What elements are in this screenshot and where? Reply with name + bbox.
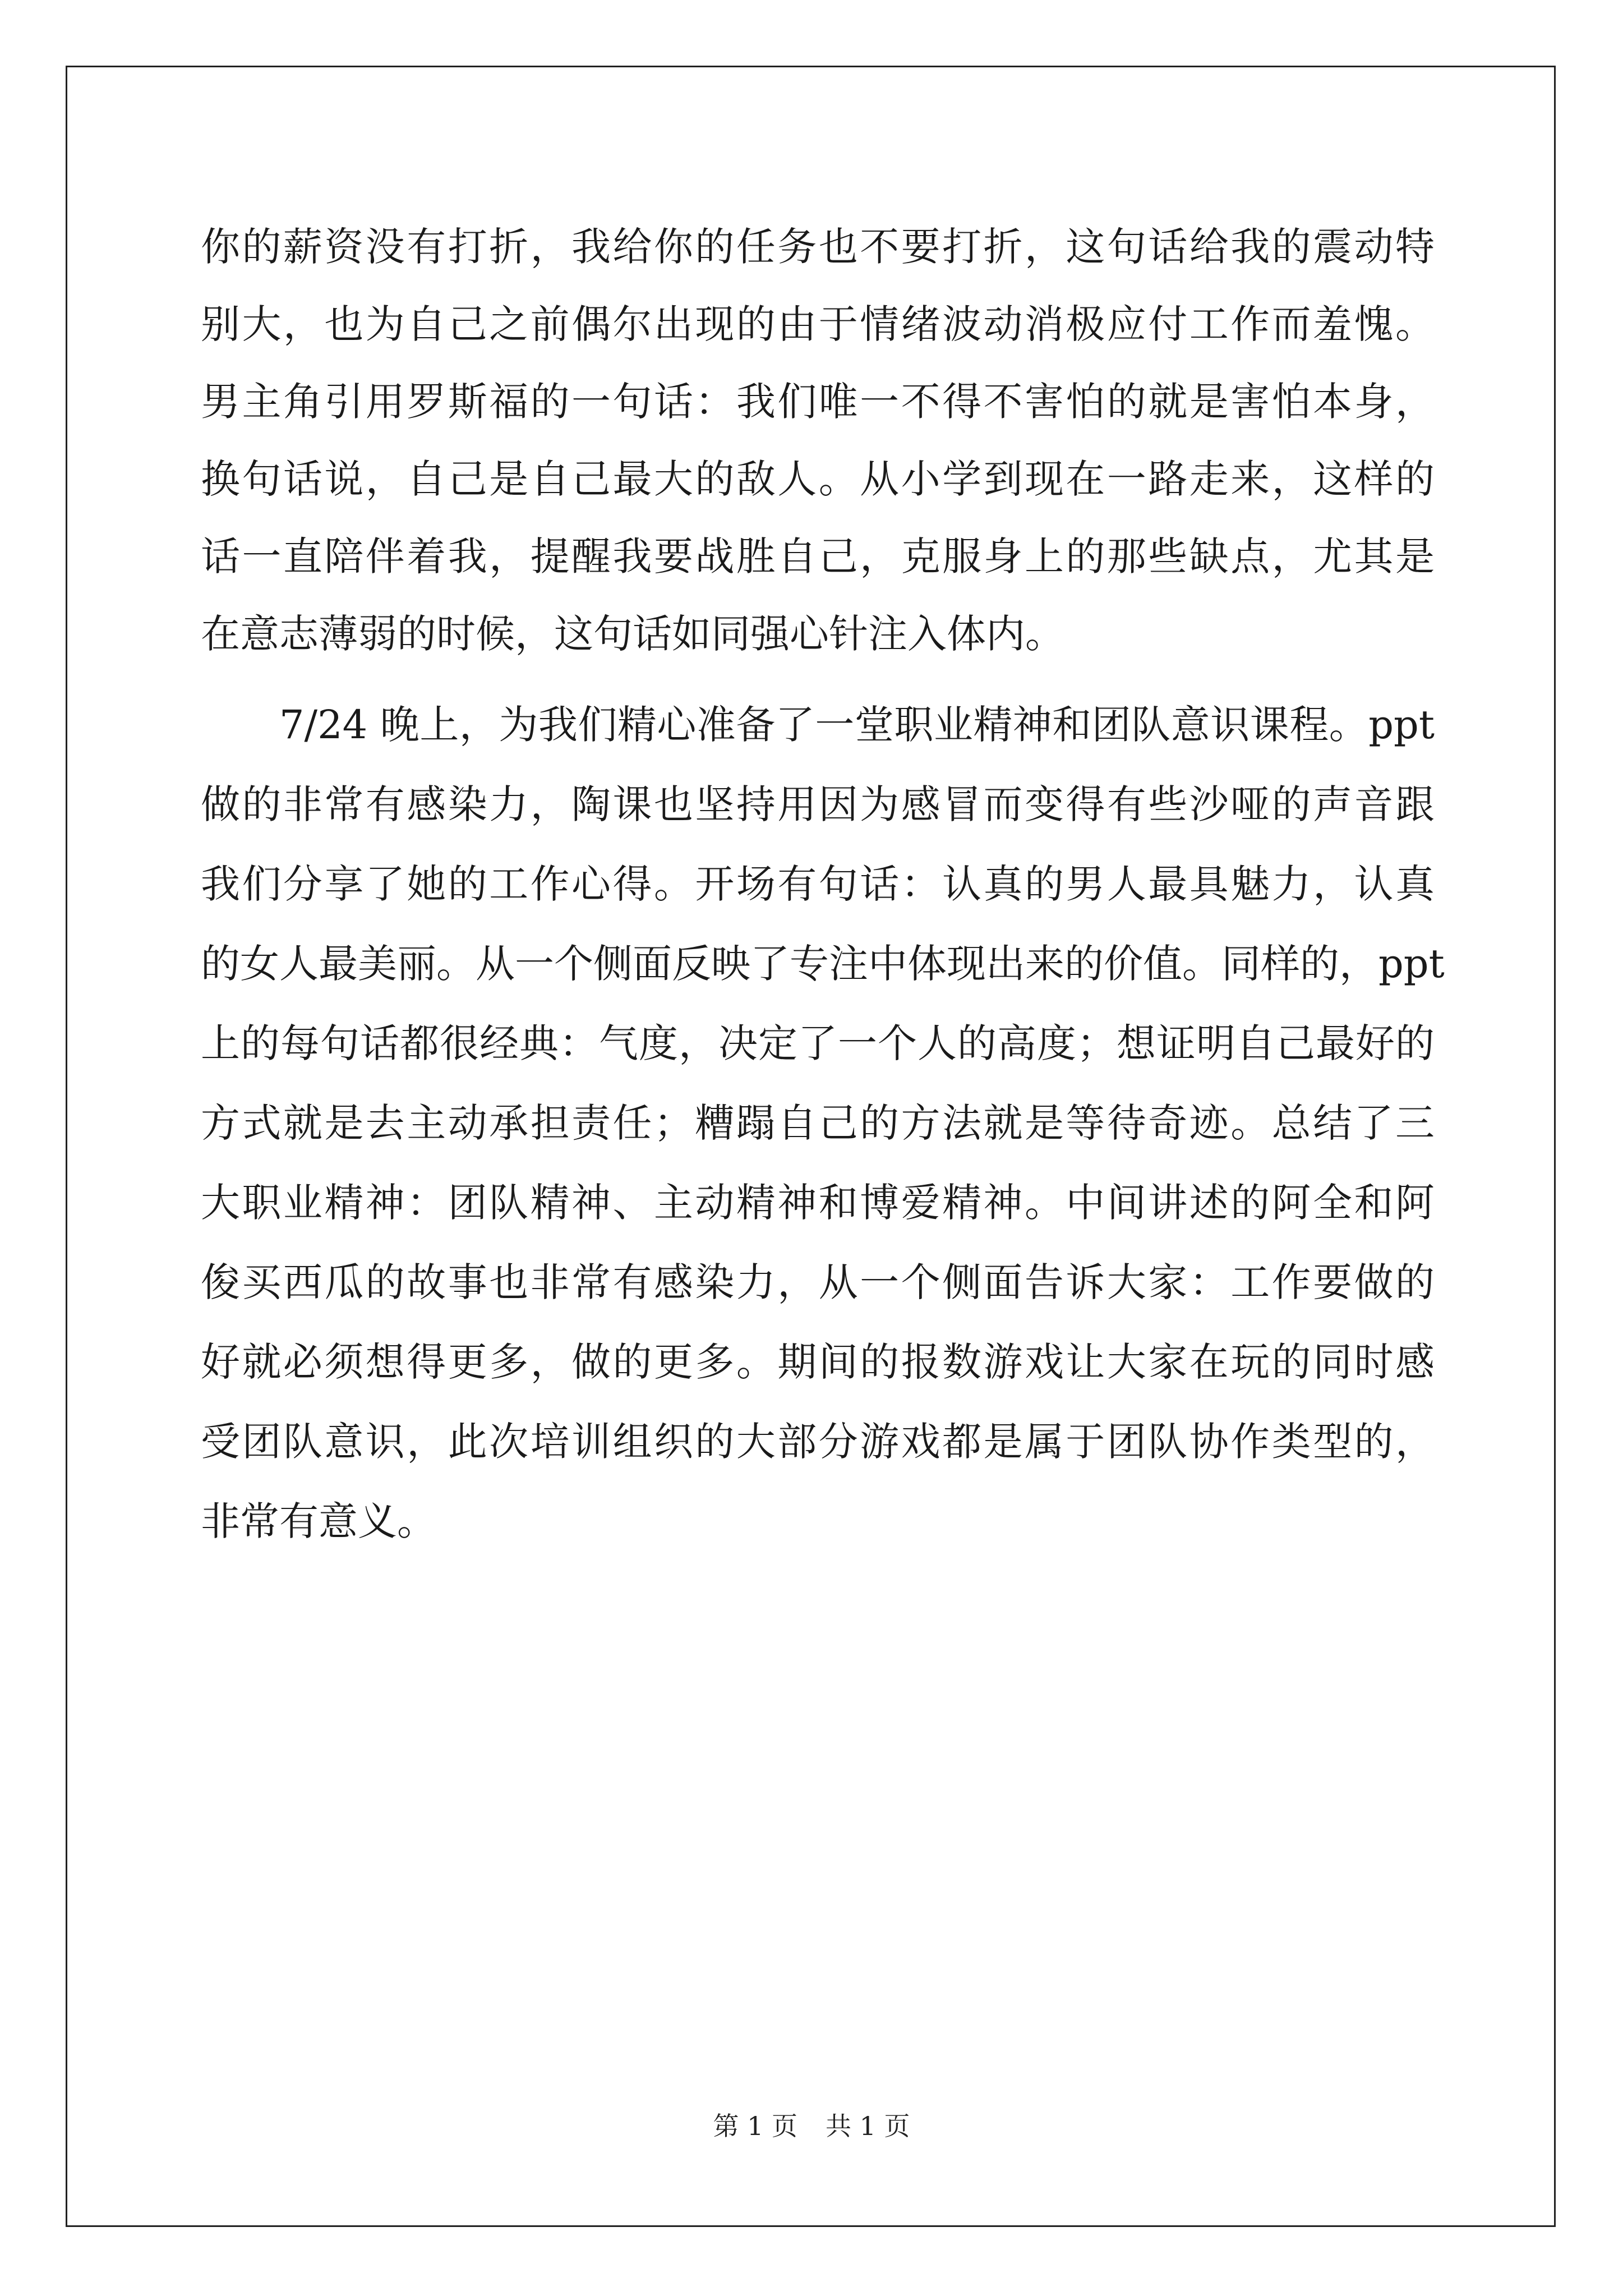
paragraph-1-line-4: 换句话说，自己是自己最大的敌人。从小学到现在一路走来，这样的: [201, 456, 1435, 502]
paragraph-2-line-9: 好就必须想得更多，做的更多。期间的报数游戏让大家在玩的同时感: [201, 1339, 1435, 1385]
paragraph-1-line-3: 男主角引用罗斯福的一句话：我们唯一不得不害怕的就是害怕本身，: [201, 379, 1435, 425]
paragraph-2-line-10: 受团队意识，此次培训组织的大部分游戏都是属于团队协作类型的，: [201, 1419, 1435, 1465]
paragraph-2-line-11: 非常有意义。: [201, 1498, 436, 1544]
paragraph-2-line-6: 方式就是去主动承担责任；糟蹋自己的方法就是等待奇迹。总结了三: [201, 1100, 1435, 1146]
paragraph-2-line-2: 做的非常有感染力，陶课也坚持用因为感冒而变得有些沙哑的声音跟: [201, 781, 1435, 827]
paragraph-1-line-6: 在意志薄弱的时候，这句话如同强心针注入体内。: [201, 611, 1064, 657]
paragraph-2-line-7: 大职业精神：团队精神、主动精神和博爱精神。中间讲述的阿全和阿: [201, 1180, 1435, 1226]
paragraph-1-line-5: 话一直陪伴着我，提醒我要战胜自己，克服身上的那些缺点，尤其是: [201, 533, 1435, 579]
paragraph-2-line-5: 上的每句话都很经典：气度，决定了一个人的高度；想证明自己最好的: [201, 1020, 1435, 1066]
page-footer: [0, 2109, 1623, 2143]
paragraph-2-line-8: 俊买西瓜的故事也非常有感染力，从一个侧面告诉大家：工作要做的: [201, 1259, 1435, 1305]
paragraph-2-line-3: 我们分享了她的工作心得。开场有句话：认真的男人最具魅力，认真: [201, 861, 1435, 907]
paragraph-2-line-4: 的女人最美丽。从一个侧面反映了专注中体现出来的价值。同样的，ppt: [201, 941, 1445, 987]
paragraph-2-line-1: 7/24 晚上，为我们精心准备了一堂职业精神和团队意识课程。ppt: [279, 702, 1435, 748]
page-total: 共 1 页: [826, 2111, 910, 2141]
page-number: 第 1 页: [713, 2111, 797, 2141]
paragraph-1-line-2: 别大，也为自己之前偶尔出现的由于情绪波动消极应付工作而羞愧。: [201, 301, 1435, 347]
paragraph-1-line-1: 你的薪资没有打折，我给你的任务也不要打折，这句话给我的震动特: [201, 224, 1435, 270]
